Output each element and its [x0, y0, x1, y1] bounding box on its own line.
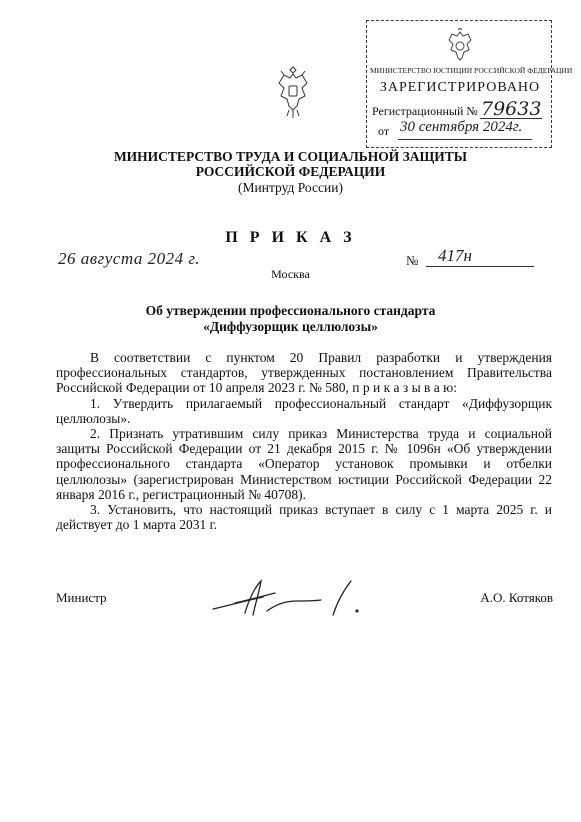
signature-icon — [205, 575, 375, 623]
stamp-registered-label: ЗАРЕГИСТРИРОВАНО — [379, 80, 541, 95]
order-number-value: 417н — [438, 246, 472, 265]
stamp-underline — [398, 139, 532, 140]
stamp-ministry-name: МИНИСТЕРСТВО ЮСТИЦИИ РОССИЙСКОЙ ФЕДЕРАЦИИ — [370, 66, 573, 75]
stamp-from-label: от — [378, 124, 390, 138]
stamp-coat-of-arms-icon — [444, 28, 476, 64]
order-title: П Р И К А З — [225, 229, 356, 246]
order-subject-line2: «Диффузорщик целлюлозы» — [203, 319, 378, 334]
order-number-label: № — [406, 253, 419, 268]
stamp-date-value: 30 сентября 2024г. — [400, 119, 523, 135]
stamp-regnum-label: Регистрационный № — [372, 104, 478, 118]
order-body — [56, 350, 552, 532]
order-subject-line1: Об утверждении профессионального стандарта — [145, 303, 436, 318]
org-short-name: (Минтруд России) — [238, 180, 343, 195]
body-paragraph: В соответствии с пунктом 20 Правил разработки и утверждения профессиональных стандартов, утвержденных постановлением Правительства Российской Федерации от 10 апреля 2023 г. № 580, п р и к а з ы в а ю: — [56, 350, 552, 396]
body-paragraph: 2. Признать утратившим силу приказ Министерства труда и социальной защиты Российской Федерации от 21 декабря 2015 г. № 1096н «Об утверждении профессионального стандарта «Оператор установок промывки и отбелки целлюлозы» (зарегистрирован Министерством юстиции Российской Федерации 22 января 2016 г., регистрационный № 40708). — [56, 426, 552, 502]
org-name-line1: МИНИСТЕРСТВО ТРУДА И СОЦИАЛЬНОЙ ЗАЩИТЫ — [113, 149, 468, 164]
signer-name: А.О. Котяков — [480, 590, 553, 605]
order-city: Москва — [271, 267, 310, 281]
order-date-handwritten: 26 августа 2024 г. — [58, 249, 200, 268]
body-paragraph: 3. Установить, что настоящий приказ вступает в силу с 1 марта 2025 г. и действует до 1 марта 2031 г. — [56, 502, 552, 533]
signer-title: Министр — [56, 590, 107, 605]
body-paragraph: 1. Утвердить прилагаемый профессиональный стандарт «Диффузорщик целлюлозы». — [56, 395, 552, 426]
coat-of-arms-icon — [276, 66, 310, 122]
stamp-regnum-value: 79633 — [481, 98, 542, 120]
org-name-line2: РОССИЙСКОЙ ФЕДЕРАЦИИ — [195, 164, 386, 179]
